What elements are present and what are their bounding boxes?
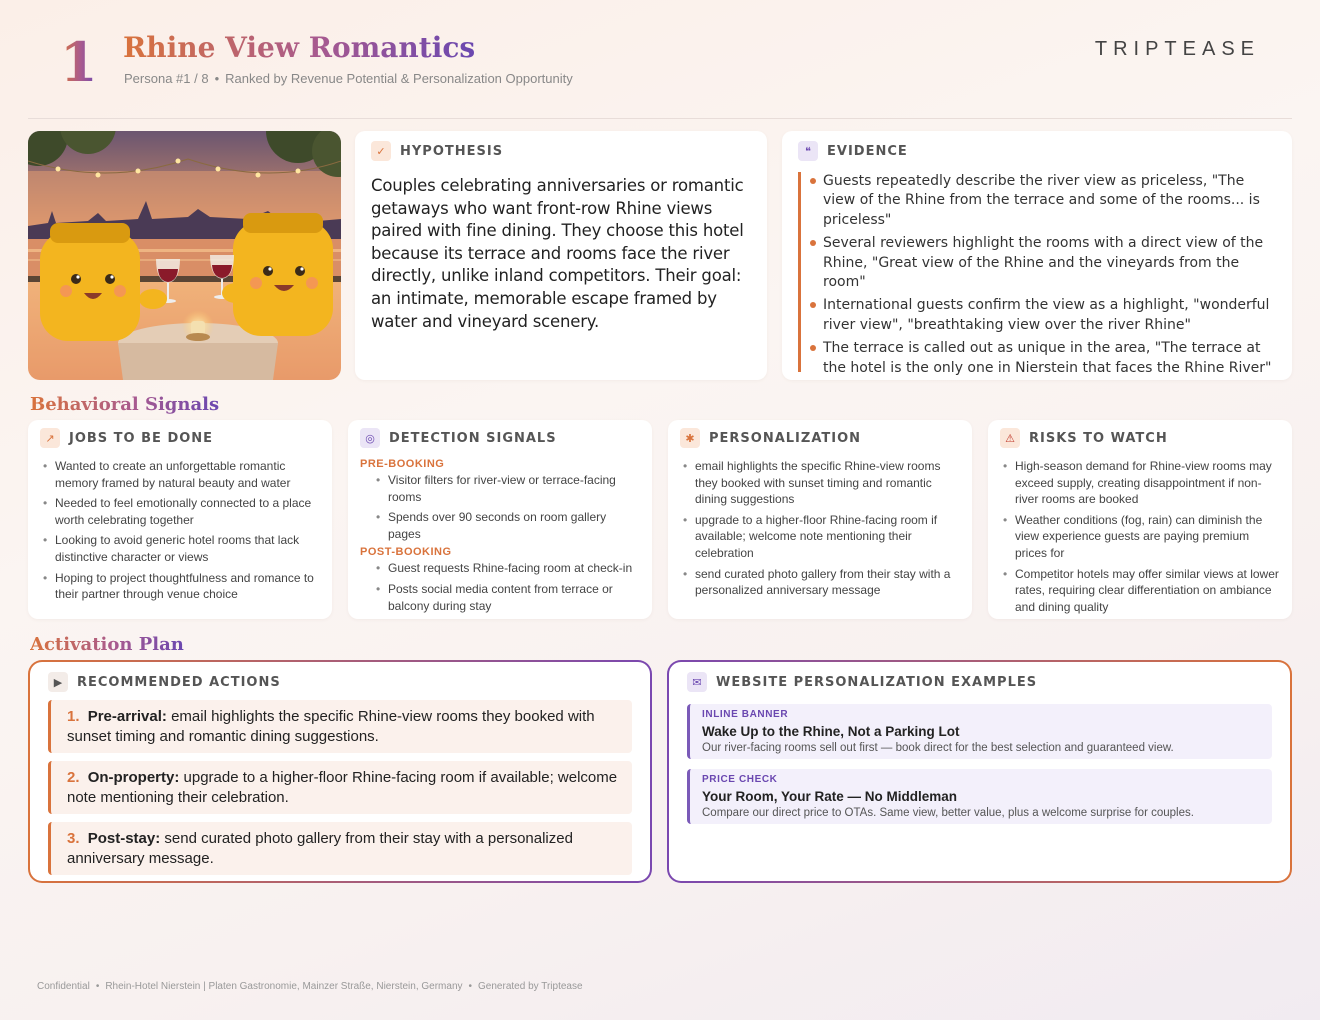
check-icon: ✓ (371, 141, 391, 161)
action-text: email highlights the specific Rhine-view rooms they booked with sunset timing and romantic dining suggestions. (67, 708, 595, 745)
personalization-label: PERSONALIZATION (709, 430, 862, 446)
illustration-couple-dining (28, 131, 341, 380)
action-lead: On-property: (87, 769, 180, 786)
evidence-list (798, 172, 1276, 376)
evidence-card (782, 131, 1292, 380)
example-tag: PRICE CHECK (702, 774, 778, 785)
activation-plan-title: Activation Plan (30, 634, 184, 655)
mail-icon: ✉ (687, 672, 707, 692)
footer-hotel: Rhein-Hotel Nierstein | Platen Gastronomie, Mainzer Straße, Nierstein, Germany (105, 981, 463, 992)
footer-confidential: Confidential (37, 981, 90, 992)
page-header (0, 0, 1320, 120)
action-number: 1. (67, 708, 80, 725)
action-lead: Post-stay: (87, 830, 161, 847)
persona-illustration (28, 131, 341, 380)
risks-item: • Weather conditions (fog, rain) can diminish the view experience guests are paying premium prices for (1000, 512, 1280, 562)
warning-icon: ⚠ (1000, 428, 1020, 448)
hypothesis-label: HYPOTHESIS (400, 143, 504, 159)
footer-generated: Generated by Triptease (478, 981, 583, 992)
recommended-actions-card (28, 660, 652, 883)
detection-item: • Spends over 90 seconds on room gallery pages (360, 509, 640, 542)
persona-number: 1 (60, 30, 98, 94)
evidence-item: International guests confirm the view as a highlight, "wonderful river view", "breathtaking view over the river Rhine" (823, 296, 1276, 335)
evidence-header (798, 141, 1276, 161)
risks-label: RISKS TO WATCH (1029, 430, 1168, 446)
detection-signals-card (348, 420, 652, 619)
action-text: upgrade to a higher-floor Rhine-facing room if available; welcome note mentioning their celebration. (67, 769, 618, 806)
radar-icon: ◎ (360, 428, 380, 448)
personalization-item: • upgrade to a higher-floor Rhine-facing room if available; welcome note mentioning their celebration (680, 512, 960, 562)
action-item (48, 700, 632, 753)
jobs-item: • Needed to feel emotionally connected to a place worth celebrating together (40, 495, 320, 528)
action-number: 3. (67, 830, 80, 847)
evidence-item: Guests repeatedly describe the river view as priceless, "The view of the Rhine from the terrace and some of the rooms... is priceless" (823, 172, 1276, 230)
example-tag: INLINE BANNER (702, 709, 789, 720)
website-example (687, 769, 1272, 824)
hypothesis-card (355, 131, 767, 380)
jobs-to-be-done-card (28, 420, 332, 619)
personalization-card (668, 420, 972, 619)
page-footer: Confidential • Rhein-Hotel Nierstein | Platen Gastronomie, Mainzer Straße, Nierstein, Germany • Generated by Triptease (37, 981, 583, 992)
ranking-description: Ranked by Revenue Potential & Personalization Opportunity (225, 71, 573, 86)
detection-item: • Visitor filters for river-view or terrace-facing rooms (360, 472, 640, 505)
action-number: 2. (67, 769, 80, 786)
detection-label: DETECTION SIGNALS (389, 430, 557, 446)
evidence-item: The terrace is called out as unique in the area, "The terrace at the hotel is the only one in Nierstein that faces the Rhine River" (823, 339, 1276, 378)
post-booking-label: POST-BOOKING (360, 546, 452, 559)
action-lead: Pre-arrival: (87, 708, 167, 725)
risks-card (988, 420, 1292, 619)
risks-item: • Competitor hotels may offer similar views at lower rates, requiring clear differentiation on ambiance and dining quality (1000, 566, 1280, 616)
example-headline: Wake Up to the Rhine, Not a Parking Lot (702, 724, 960, 739)
jobs-item: • Looking to avoid generic hotel rooms that lack distinctive character or views (40, 532, 320, 565)
actions-header (48, 672, 632, 692)
quote-icon: ❝ (798, 141, 818, 161)
evidence-item: Several reviewers highlight the rooms with a direct view of the Rhine, "Great view of the Rhine and the vineyards from the room" (823, 234, 1276, 292)
website-header (687, 672, 1272, 692)
actions-label: RECOMMENDED ACTIONS (77, 674, 281, 690)
website-example (687, 704, 1272, 759)
personalization-header (680, 428, 960, 448)
arrow-up-right-icon: ↗ (40, 428, 60, 448)
jobs-item: • Wanted to create an unforgettable romantic memory framed by natural beauty and water (40, 458, 320, 491)
jobs-label: JOBS TO BE DONE (69, 430, 214, 446)
evidence-label: EVIDENCE (827, 143, 908, 159)
detection-item: • Posts social media content from terrace or balcony during stay (360, 581, 640, 614)
website-personalization-card (667, 660, 1292, 883)
action-item (48, 761, 632, 814)
action-item (48, 822, 632, 875)
personalization-item: • send curated photo gallery from their stay with a personalized anniversary message (680, 566, 960, 599)
personalization-item: • email highlights the specific Rhine-view rooms they booked with sunset timing and romantic dining suggestions (680, 458, 960, 508)
risks-header (1000, 428, 1280, 448)
page-title: Rhine View Romantics (123, 31, 476, 64)
example-headline: Your Room, Your Rate — No Middleman (702, 789, 958, 804)
jobs-header (40, 428, 320, 448)
brand-logo: TRIPTEASE (1094, 38, 1260, 60)
page-subtitle: Persona #1 / 8 • Ranked by Revenue Potential & Personalization Opportunity (124, 71, 573, 86)
play-icon: ▶ (48, 672, 68, 692)
example-description: Our river-facing rooms sell out first — book direct for the best selection and guaranteed view. (702, 742, 1174, 754)
action-text: send curated photo gallery from their stay with a personalized anniversary message. (67, 830, 573, 867)
behavioral-signals-title: Behavioral Signals (30, 394, 220, 415)
hypothesis-header (371, 141, 751, 161)
sparkle-icon: ✱ (680, 428, 700, 448)
risks-item: • High-season demand for Rhine-view rooms may exceed supply, creating disappointment if non-river rooms are booked (1000, 458, 1280, 508)
pre-booking-label: PRE-BOOKING (360, 458, 445, 470)
hypothesis-text: Couples celebrating anniversaries or romantic getaways who want front-row Rhine views paired with fine dining. They choose this hotel because its terrace and rooms face the river directly, unlike inland competitors. Their goal: an intimate, memorable escape framed by water and vineyard scenery. (371, 176, 744, 331)
detection-item: • Guest requests Rhine-facing room at check-in (360, 560, 640, 577)
website-label: WEBSITE PERSONALIZATION EXAMPLES (716, 674, 1038, 690)
detection-header (360, 428, 640, 448)
header-divider (28, 118, 1292, 119)
persona-rank: Persona #1 / 8 (124, 71, 209, 86)
example-description: Compare our direct price to OTAs. Same view, better value, plus a welcome surprise for couples. (702, 807, 1194, 819)
jobs-item: • Hoping to project thoughtfulness and romance to their partner through venue choice (40, 570, 320, 603)
